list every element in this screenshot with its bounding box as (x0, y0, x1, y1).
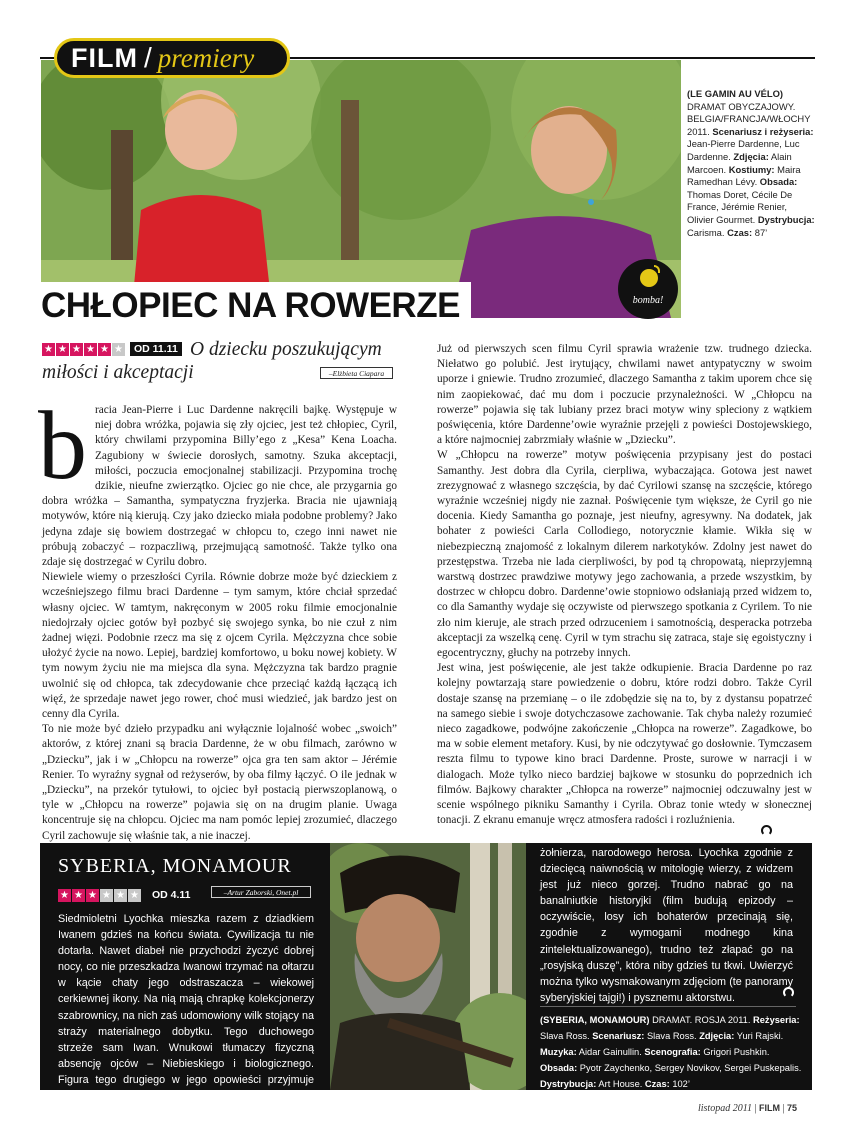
credits-photo-label: Zdjęcia: (733, 150, 769, 162)
credits-time-label: Czas: (727, 226, 753, 238)
syberia-credits-rule (540, 1006, 796, 1007)
credits-director: Jean-Pierre Dardenne, Luc Dardenne. (687, 138, 800, 162)
credits-costume: Maira Ramedhan Lévy. (687, 163, 801, 188)
syb-credits-photo-label: Zdjęcia: (699, 1031, 735, 1041)
hero-photo-illustration (41, 60, 681, 318)
tagline-line-2: miłości i akceptacji (42, 362, 194, 383)
credits-original-title: (LE GAMIN AU VÉLO) (687, 88, 784, 99)
star-icon: ★ (86, 889, 99, 902)
syberia-end-mark-icon (783, 987, 794, 998)
syberia-release-date: OD 4.11 (152, 889, 191, 901)
section-header (54, 38, 290, 78)
star-icon: ★ (42, 343, 55, 356)
syb-credits-script-label: Scenariusz: (592, 1031, 645, 1041)
star-icon: ★ (56, 343, 69, 356)
syb-credits-director-label: Reżyseria: (753, 1015, 800, 1025)
bomba-label: bomba! (632, 295, 664, 306)
article-title: CHŁOPIEC NA ROWERZE (41, 286, 460, 325)
syberia-right-text: żołnierza, narodowego herosa. Lyochka zgodnie z dziecięcą naiwnością w mitologię wierzy, z widzem jest już nieco gorzej. Trudno nabrać go na banalniutkie historyjki (film budują epizody – oczywiście, losy ich bohaterów przecinają się, zgodnie z wymogami modnego kina zintelektualizowanego), trudno też złapać go na „rosyjską duszę”, która niby gdzieś tu tkwi. Uwierzyć można tylko wysmakowanym zdjęciom (te panoramy syberyjskiej tajgi!) i pysznemu aktorstwu. (540, 847, 793, 1004)
page-footer: listopad 2011 | FILM | 75 (697, 1103, 797, 1114)
article-left-column (38, 392, 397, 844)
star-icon: ★ (84, 343, 97, 356)
footer-page-number: 75 (786, 1103, 797, 1113)
dropcap: b (38, 392, 87, 500)
syberia-photo (330, 843, 526, 1090)
star-icon: ★ (70, 343, 83, 356)
syberia-left-text: Siedmioletni Lyochka mieszka razem z dziadkiem Iwanem gdzieś na końcu świata. Cywilizacja tu nie dotarła. Nawet diabeł nie przychodzi życzyć dobrej nocy, co nie przeszkadza Iwanowi trzymać na ołtarzu w kącie chaty jego odstraszacza – wiekowej cerkiewnej ikony. Na nią mają chrapkę kolekcjonerzy szabrownicy, na nich zaś udomowiony wilk stojący na straży materialnego dobytku. Tego duchowego strzeże sam Iwan. Wnukowi tłumaczy fizyczną absencję ojców – Niebieskiego i biologicznego. Figura tego drugiego w jego opowieści przyjmuje postać (58, 913, 314, 1103)
star-icon: ★ (98, 343, 111, 356)
star-empty-icon: ★ (114, 889, 127, 902)
credits-director-label: Scenariusz i reżyseria: (712, 125, 814, 137)
syb-credits-cast-label: Obsada: (540, 1063, 578, 1073)
syberia-title: SYBERIA, MONAMOUR (58, 855, 292, 877)
credits-genre: DRAMAT OBYCZAJOWY. BELGIA/FRANCJA/WŁOCHY 2011. (687, 100, 811, 137)
credits-distribution-label: Dystrybucja: (757, 213, 815, 225)
credits-cast-label: Obsada: (759, 176, 798, 188)
hero-photo (41, 60, 681, 318)
bomba-badge (618, 259, 678, 319)
credits-photo: Alain Marcoen. (687, 150, 792, 175)
syb-credits-scenography: Grigori Pushkin. (703, 1047, 770, 1057)
star-empty-icon: ★ (112, 343, 125, 356)
syb-credits-director: Slava Ross. (540, 1031, 590, 1041)
left-paragraph-2: Niewiele wiemy o przeszłości Cyrila. Równie dobrze może być dzieckiem z wcześniejszego filmu braci Dardenne – tym samym, które chciał sprzedać własny ojciec. W tamtym, nakręconym w 2005 roku filmie emocjonalnie niedojrzały ojciec gotów był pozbyć się swojego synka, bo nie czuł z nim żadnej więzi. Podobnie rzecz ma się z ojcem Cyrila. Mężczyzna chce sobie ułożyć życie na nowo. Lepiej, bardziej komfortowo, u boku nowej kobiety. W tym nowym życiu nie ma miejsca dla syna. Mężczyzna tak bardzo pragnie uwolnić się od chłopca, tak zdecydowanie chce przeciąć każdą łączącą ich więź, że sprzedaje nawet jego rower, choć musi wiedzieć, jak bardzo jest on cenny dla Cyrila. (42, 571, 397, 721)
right-paragraph-3: Jest wina, jest poświęcenie, ale jest także odkupienie. Bracia Dardenne po raz kolejny powtarzają stare powiedzenie o dobru, które rodzi dobro. Także Cyril dostaje szansę na przemianę – o ile zdobędzie się na to, by z dystansu popatrzeć na samego siebie i swoje dotychczasowe zachowanie. Tak chyba należy rozumieć nieco zagadkowe, podwójne zakończenie „Chłopca na rowerze”. Zagadkowe, bo ma w sobie element metafory. Kusi, by nie odczytywać go dosłownie. Tymczasem reszta filmu to typowe kino braci Dardenne. Proste, surowe w narracji i w dialogach. Może tylko nieco bardziej bajkowe w stosunku do poprzednich ich filmów. Bajkowy charakter „Chłopca na rowerze” najmocniej odczuwalny jest w scenie wspólnego pikniku Samanthy i Cyrila. Obraz tonie wtedy w słonecznej tonacji. Z ekranu emanuje wręcz atmosfera radości i rozluźnienia. (437, 662, 812, 827)
main-rating (42, 342, 182, 356)
right-paragraph-2: W „Chłopcu na rowerze” motyw poświęcenia przypisany jest do postaci Samanthy. Jest dobra dla Cyrila, cierpliwa, wybaczająca. Gotowa jest nawet zrezygnować z własnego szczęścia, by dać Cyrilowi szansę na szczęście, którego wyraźnie wcześniej nigdy nie zaznał. Poświęcenie tym większe, że Cyril go nie docenia. Kiedy Samantha go poznaje, jest nieufny, agresywny. Na dodatek, jak bohater z powieści Carla Collodiego, notorycznie kłamie. Wikła się w niebezpieczną znajomość z lokalnym dilerem narkotyków. Zdolny jest nawet do przestępstwa. Trzeba nie lada cierpliwości, by pod tą chropowatą, nieprzyjemną warstwą dostrzec prawdziwe motywy jego zachowania, a przede wszystkim, by dostrzec w chłopcu dobro. Dardenne’owie stopniowo odsłaniają przed widzem to, co dla Samanthy wydaje się oczywiste od pierwszego spotkania z Cyrilem. To nie zło nim kieruje, ale strach przed odrzuceniem i samotnością, desperacka potrzeba akceptacji za wszelką cenę. Cyril w tym strachu się zatraca, staje się egoistyczny i egocentryczny, głuchy na potrzeby innych. (437, 449, 812, 660)
syberia-photo-illustration (330, 843, 526, 1090)
syb-credits-scenography-label: Scenografia: (644, 1047, 701, 1057)
syberia-rating (58, 888, 191, 902)
article-title-box (41, 282, 471, 332)
syb-credits-cast: Pyotr Zaychenko, Sergey Novikov, Sergei Puskepalis. (579, 1063, 802, 1073)
subsection-label: premiery (157, 42, 255, 73)
left-paragraph-3: To nie może być dzieło przypadku ani wyłącznie lojalność wobec „swoich” aktorów, z której znani są bracia Dardenne, że w obu filmach, zarówno w „Dziecku”, jak i w „Chłopcu na rowerze” ojca gra ten sam aktor – Jérémie Renier. To wyraźny sygnał od reżyserów, by oba filmy łączyć. O ile jednak w „Dziecku”, na przekór tytułowi, to ojciec był postacią pierwszoplanową, o tyle w „Chłopcu na rowerze” pojawia się on na drugim planie. Uwaga koncentruje się na chłopcu. Ojciec ma nam pomóc lepiej zrozumieć, dlaczego Cyril zachowuje się właśnie tak, a nie inaczej. (42, 723, 397, 842)
right-paragraph-1: Już od pierwszych scen filmu Cyril sprawia wrażenie tzw. trudnego dziecka. Niełatwo go polubić. Jest irytujący, chwilami nawet antypatyczny w swoim uporze i gniewie. Trudno zrozumieć, dlaczego Samantha z takim uporem chce się nim zaopiekować, dać mu dom i poczucie przynależności. W „Chłopcu na rowerze” pojawia się tak lubiany przez braci motyw winy spleciony z wątkiem poświęcenia, które Dardenne’owie wyraźnie przejęli z powieści Dostojewskiego, a które najmocniej zabrzmiały właśnie w „Dziecku”. (437, 343, 812, 447)
syb-credits-music-label: Muzyka: (540, 1047, 577, 1057)
syb-credits-time-label: Czas: (644, 1079, 670, 1089)
syb-credits-time: 102’ (672, 1079, 690, 1089)
credits-cast: Thomas Doret, Cécile De France, Jérémie Renier, Olivier Gourmet. (687, 188, 793, 225)
release-date: OD 11.11 (130, 342, 182, 356)
syb-credits-genre: DRAMAT. ROSJA 2011. (652, 1015, 751, 1025)
article-right-column (437, 342, 812, 829)
syb-credits-distribution-label: Dystrybucja: (540, 1079, 597, 1089)
syberia-credits (540, 1012, 805, 1092)
syb-credits-script: Slava Ross. (646, 1031, 697, 1041)
footer-section: FILM (758, 1103, 780, 1113)
review-author: –Elżbieta Ciapara (320, 367, 393, 379)
syb-credits-title: (SYBERIA, MONAMOUR) (540, 1015, 650, 1025)
credits-costume-label: Kostiumy: (728, 163, 775, 175)
fuse-icon (654, 265, 660, 273)
syb-credits-music: Aidar Gainullin. (578, 1047, 642, 1057)
section-label: FILM (71, 42, 138, 73)
end-mark-icon (761, 825, 772, 836)
credits-time: 87’ (754, 226, 768, 238)
star-icon: ★ (72, 889, 85, 902)
footer-issue: listopad 2011 (697, 1103, 752, 1114)
film-credits (687, 88, 815, 239)
star-icon: ★ (58, 889, 71, 902)
section-slash: / (143, 42, 152, 73)
left-paragraph-1: racia Jean-Pierre i Luc Dardenne nakręcili bajkę. Występuje w niej dobra wróżka, pojawia się zły ojciec, jest też chłopiec, Cyril, który chwilami przypomina Billy’ego z „Kesa” Kena Loacha. Zagubiony w świecie dorosłych, samotny. Szuka akceptacji, miłości, poczucia emocjonalnej stabilizacji. Przypomina trochę dzikie, nieufne zwierzątko. Ojciec go nie chce, ale przygarnia go dobra wróżka – Samantha, sympatyczna fryzjerka. Bracia nie ujawniają motywów, które nią kierują. Czy jako dziecko miała podobne problemy? Jako jedyna zdaje się bowiem dostrzegać w chłopcu to, czego inni nawet nie próbują zobaczyć – rozpaczliwą, przejmującą samotność. Także tylko ona zdaje się dostrzegać w Cyrilu dobro. (42, 404, 397, 569)
syberia-author: –Artur Zaborski, Onet.pl (211, 886, 311, 898)
syb-credits-distribution: Art House. (598, 1079, 643, 1089)
syb-credits-photo: Yuri Rajski. (736, 1031, 784, 1041)
star-empty-icon: ★ (100, 889, 113, 902)
star-empty-icon: ★ (128, 889, 141, 902)
credits-distribution: Carisma. (687, 226, 725, 238)
tagline-line-1: O dziecku poszukującym (190, 339, 382, 360)
